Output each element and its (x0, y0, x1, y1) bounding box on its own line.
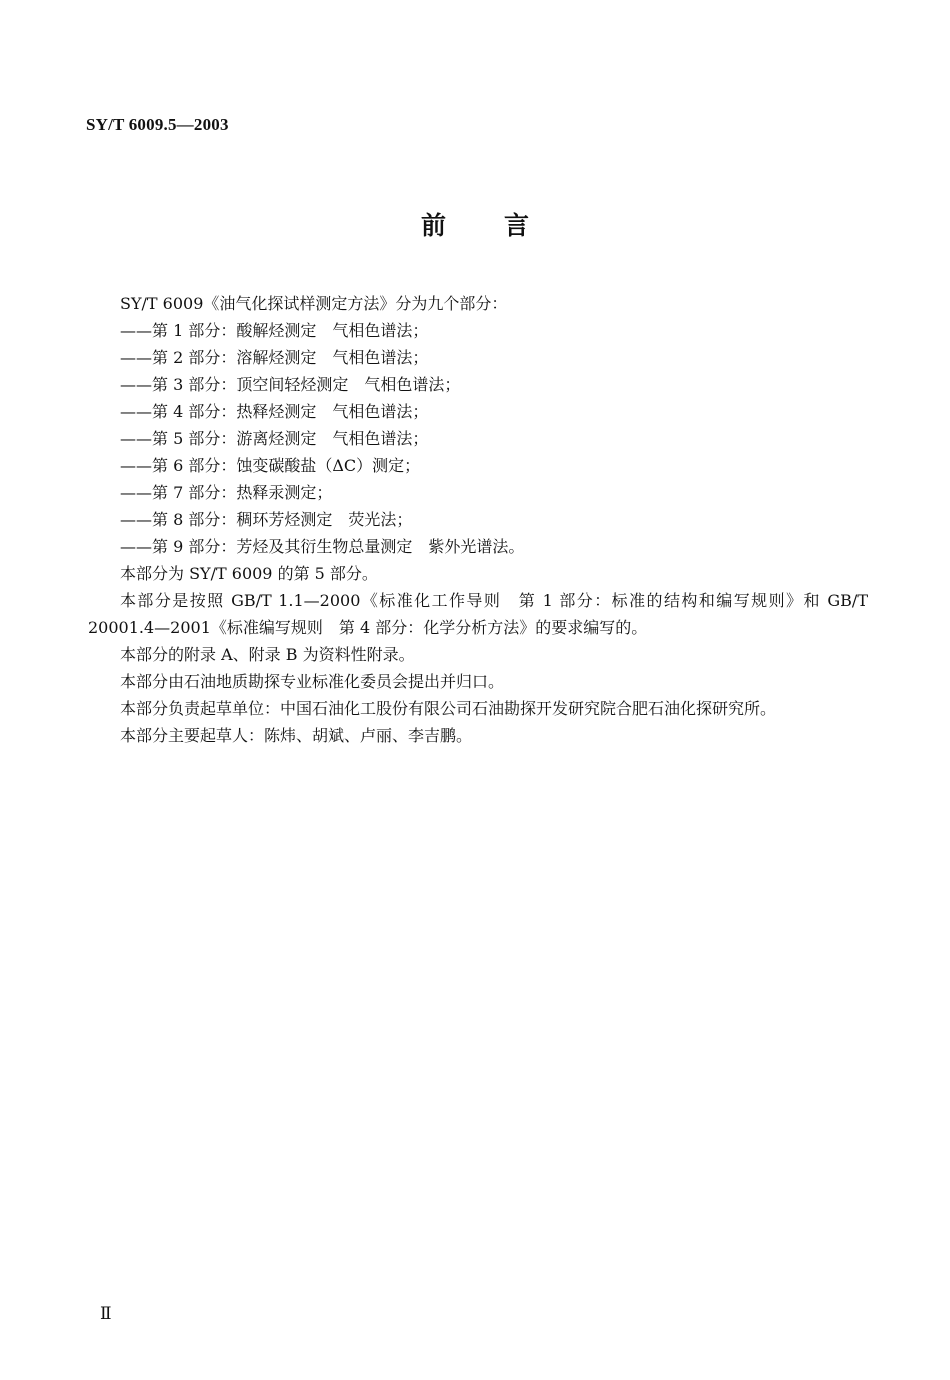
part-name: 稠环芳烃测定 (236, 510, 333, 529)
page-title: 前言 (420, 211, 587, 240)
paragraph: 本部分主要起草人：陈炜、胡斌、卢丽、李吉鹏。 (120, 726, 473, 745)
part-prefix: ——第 2 部分： (120, 348, 237, 367)
part-method: 荧光法； (348, 510, 413, 529)
paragraph: 本部分的附录 A、附录 B 为资料性附录。 (120, 645, 415, 664)
part-name: 热释烃测定 (236, 402, 317, 421)
page-number: Ⅱ (100, 1304, 112, 1323)
document-code: SY/T 6009.5—2003 (86, 115, 229, 134)
part-method: 紫外光谱法。 (428, 537, 525, 556)
part-method: 气相色谱法； (332, 348, 429, 367)
part-item (88, 317, 868, 344)
part-name: 溶解烃测定 (236, 348, 317, 367)
paragraph: 本部分为 SY/T 6009 的第 5 部分。 (120, 564, 378, 583)
paragraph: 本部分是按照 GB/T 1.1—2000《标准化工作导则 第 1 部分：标准的结构和编写规则》和 GB/T 20001.4—2001《标准编写规则 第 4 部分：化学分析方法》的要求编写的。 (88, 591, 868, 637)
part-prefix: ——第 5 部分： (120, 429, 237, 448)
part-name: 蚀变碳酸盐（ΔC）测定； (236, 456, 421, 475)
part-item (88, 425, 868, 452)
part-prefix: ——第 7 部分： (120, 483, 237, 502)
part-prefix: ——第 1 部分： (120, 321, 237, 340)
part-prefix: ——第 6 部分： (120, 456, 237, 475)
part-method: 气相色谱法； (364, 375, 461, 394)
part-item (88, 479, 868, 506)
part-name: 酸解烃测定 (236, 321, 317, 340)
part-item (88, 533, 868, 560)
part-prefix: ——第 9 部分： (120, 537, 237, 556)
part-item (88, 452, 868, 479)
part-name: 热释汞测定； (236, 483, 333, 502)
part-method: 气相色谱法； (332, 402, 429, 421)
part-name: 芳烃及其衍生物总量测定 (236, 537, 413, 556)
part-item (88, 344, 868, 371)
foreword-body (88, 290, 868, 749)
paragraph: 本部分负责起草单位：中国石油化工股份有限公司石油勘探开发研究院合肥石油化探研究所。 (120, 699, 777, 718)
paragraph: 本部分由石油地质勘探专业标准化委员会提出并归口。 (120, 672, 505, 691)
part-method: 气相色谱法； (332, 429, 429, 448)
part-prefix: ——第 3 部分： (120, 375, 237, 394)
part-prefix: ——第 4 部分： (120, 402, 237, 421)
part-item (88, 506, 868, 533)
part-item (88, 371, 868, 398)
intro-line: SY/T 6009《油气化探试样测定方法》分为九个部分： (120, 294, 508, 313)
part-method: 气相色谱法； (332, 321, 429, 340)
part-name: 游离烃测定 (236, 429, 317, 448)
part-name: 顶空间轻烃测定 (236, 375, 349, 394)
part-item (88, 398, 868, 425)
part-prefix: ——第 8 部分： (120, 510, 237, 529)
